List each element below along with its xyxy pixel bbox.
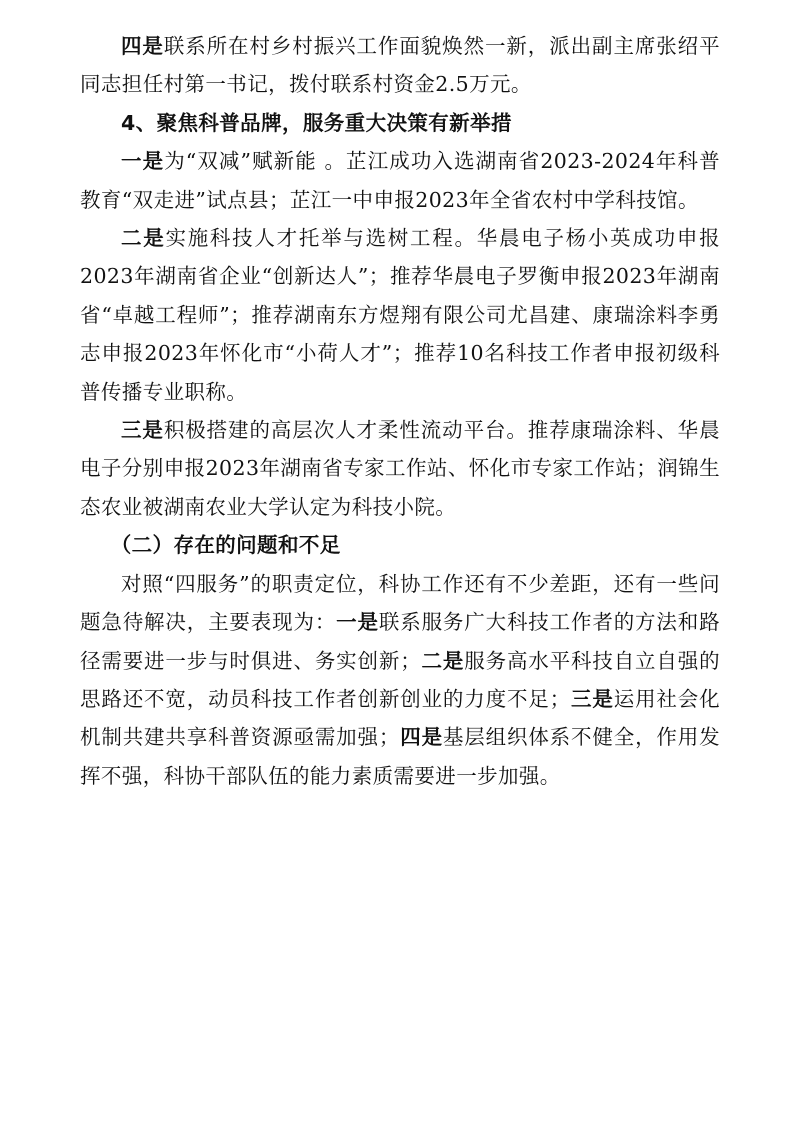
- paragraph-lead: 四是: [399, 725, 443, 750]
- paragraph-problems: [80, 565, 720, 795]
- paragraph-lead: 三是: [570, 686, 614, 711]
- paragraph-talent-program: [80, 219, 720, 411]
- paragraph-text: 为“双减”赋新能 。芷江成功入选湖南省2023-2024年科普教育“双走进”试点县；芷江一中申报2023年全省农村中学科技馆。: [80, 149, 720, 212]
- paragraph-text: 基层组织体系不健全，作用发挥不强，科协干部队伍的能力素质需要进一步加强。: [80, 725, 721, 788]
- paragraph-intro: 对照“四服务”的职责定位，科协工作还有不少差距，还有一些问题急待解决，主要表现为：: [80, 571, 720, 635]
- paragraph-lead: 四是: [121, 34, 164, 58]
- paragraph-double-reduction: [80, 142, 720, 219]
- subheading-popular-science: 4、聚焦科普品牌，服务重大决策有新举措: [121, 110, 512, 135]
- paragraph-text: 积极搭建的高层次人才柔性流动平台。推荐康瑞涂料、华晨电子分别申报2023年湖南省专家工作站、怀化市专家工作站；润锦生态农业被湖南农业大学认定为科技小院。: [80, 418, 720, 519]
- paragraph-text: 运用社会化机制共建共享科普资源亟需加强；: [80, 686, 721, 750]
- paragraph-text: 联系服务广大科技工作者的方法和路径需要进一步与时俱进、务实创新；: [80, 610, 720, 673]
- paragraph-lead: 二是: [421, 648, 465, 673]
- paragraph-talent-platform: [80, 411, 720, 526]
- paragraph-text: 联系所在村乡村振兴工作面貌焕然一新，派出副主席张绍平同志担任村第一书记，拨付联系村资金2.5万元。: [80, 34, 720, 97]
- paragraph-lead: 一是: [336, 610, 379, 635]
- paragraph-lead: 三是: [121, 418, 164, 443]
- paragraph-lead: 二是: [121, 226, 166, 251]
- paragraph-text: 实施科技人才托举与选树工程。华晨电子杨小英成功申报2023年湖南省企业“创新达人”；推荐华晨电子罗衡申报2023年湖南省“卓越工程师”；推荐湖南东方煜翔有限公司尤昌建、康瑞涂料李勇志申报2023年怀化市“小荷人才”；推荐10名科技工作者申报初级科普传播专业职称。: [80, 226, 720, 404]
- paragraph-rural-revitalization: [80, 27, 720, 104]
- document-body: [80, 27, 720, 795]
- paragraph-lead: 一是: [121, 149, 165, 174]
- paragraph-text: 服务高水平科技自立自强的思路还不宽，动员科技工作者创新创业的力度不足；: [80, 648, 720, 711]
- section-heading-problems: （二）存在的问题和不足: [110, 533, 341, 558]
